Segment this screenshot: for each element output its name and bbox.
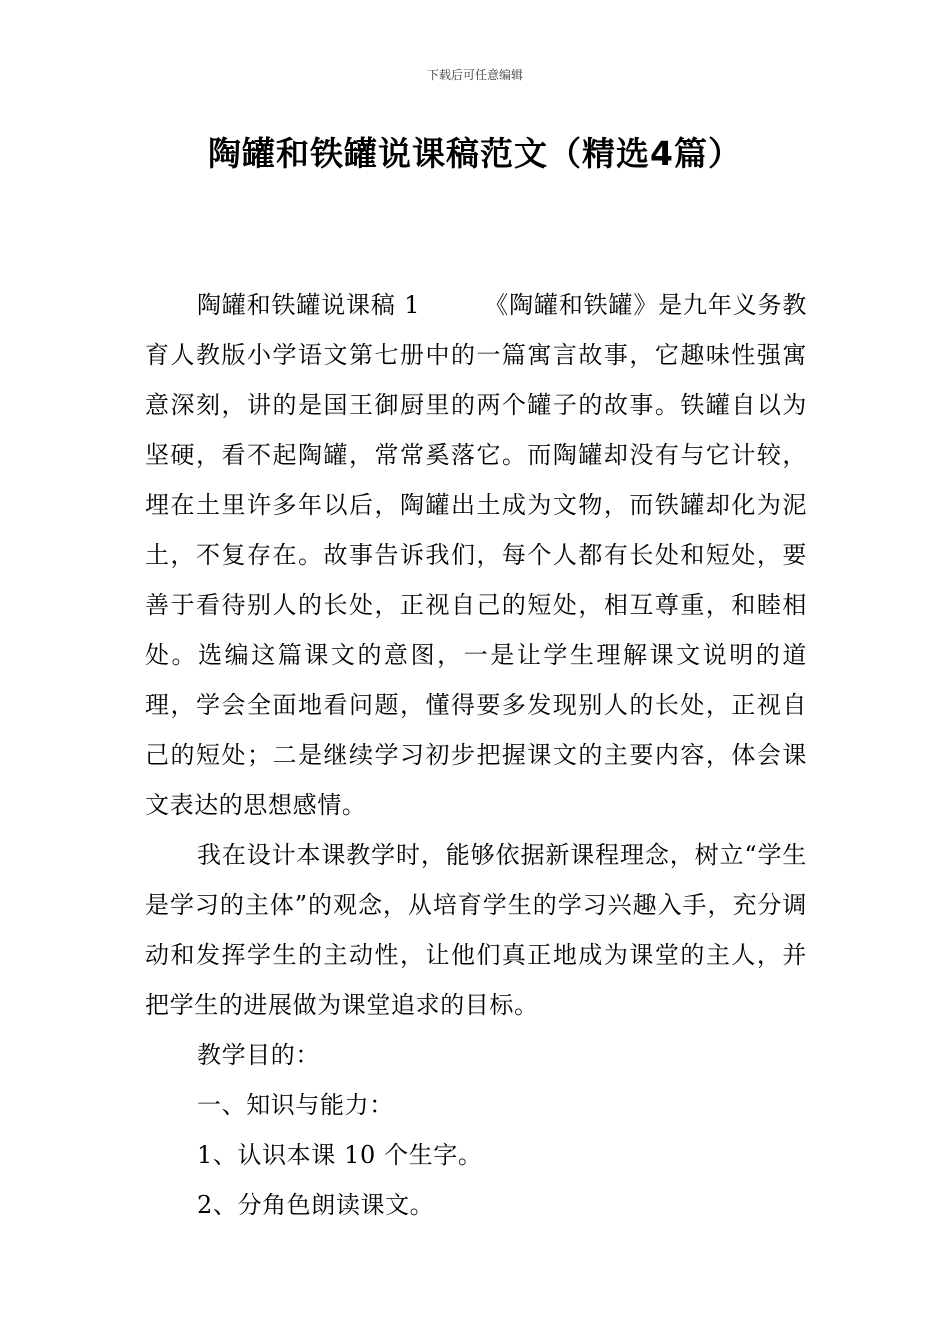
section-heading: 陶罐和铁罐说课稿 1 <box>197 291 421 319</box>
header-note: 下载后可任意编辑 <box>426 68 523 82</box>
paragraph-2: 我在设计本课教学时，能够依据新课程理念，树立“学生是学习的主体”的观念，从培育学生的学习兴趣入手，充分调动和发挥学生的主动性，让他们真正地成为课堂的主人，并把学生的进展做为课堂追求的目标。 <box>145 841 807 1019</box>
document-body <box>145 280 807 1230</box>
document-title: 陶罐和铁罐说课稿范文（精选4篇） <box>208 134 742 173</box>
goal-heading: 教学目的： <box>197 1041 320 1069</box>
goal-knowledge-ability: 一、知识与能力： <box>197 1091 394 1119</box>
goal-item-1: 1、认识本课 10 个生字。 <box>197 1141 483 1169</box>
paragraph-1-text: 《陶罐和铁罐》是九年义务教育人教版小学语文第七册中的一篇寓言故事，它趣味性强寓意深刻，讲的是国王御厨里的两个罐子的故事。铁罐自以为坚硬，看不起陶罐，常常奚落它。而陶罐却没有与它计较，埋在土里许多年以后，陶罐出土成为文物，而铁罐却化为泥土，不复存在。故事告诉我们，每个人都有长处和短处，要善于看待别人的长处，正视自己的短处，相互尊重，和睦相处。选编这篇课文的意图，一是让学生理解课文说明的道理，学会全面地看问题，懂得要多发现别人的长处，正视自己的短处；二是继续学习初步把握课文的主要内容，体会课文表达的思想感情。 <box>145 291 807 819</box>
paragraph-intro <box>145 280 807 830</box>
goal-item-2: 2、分角色朗读课文。 <box>197 1191 435 1219</box>
